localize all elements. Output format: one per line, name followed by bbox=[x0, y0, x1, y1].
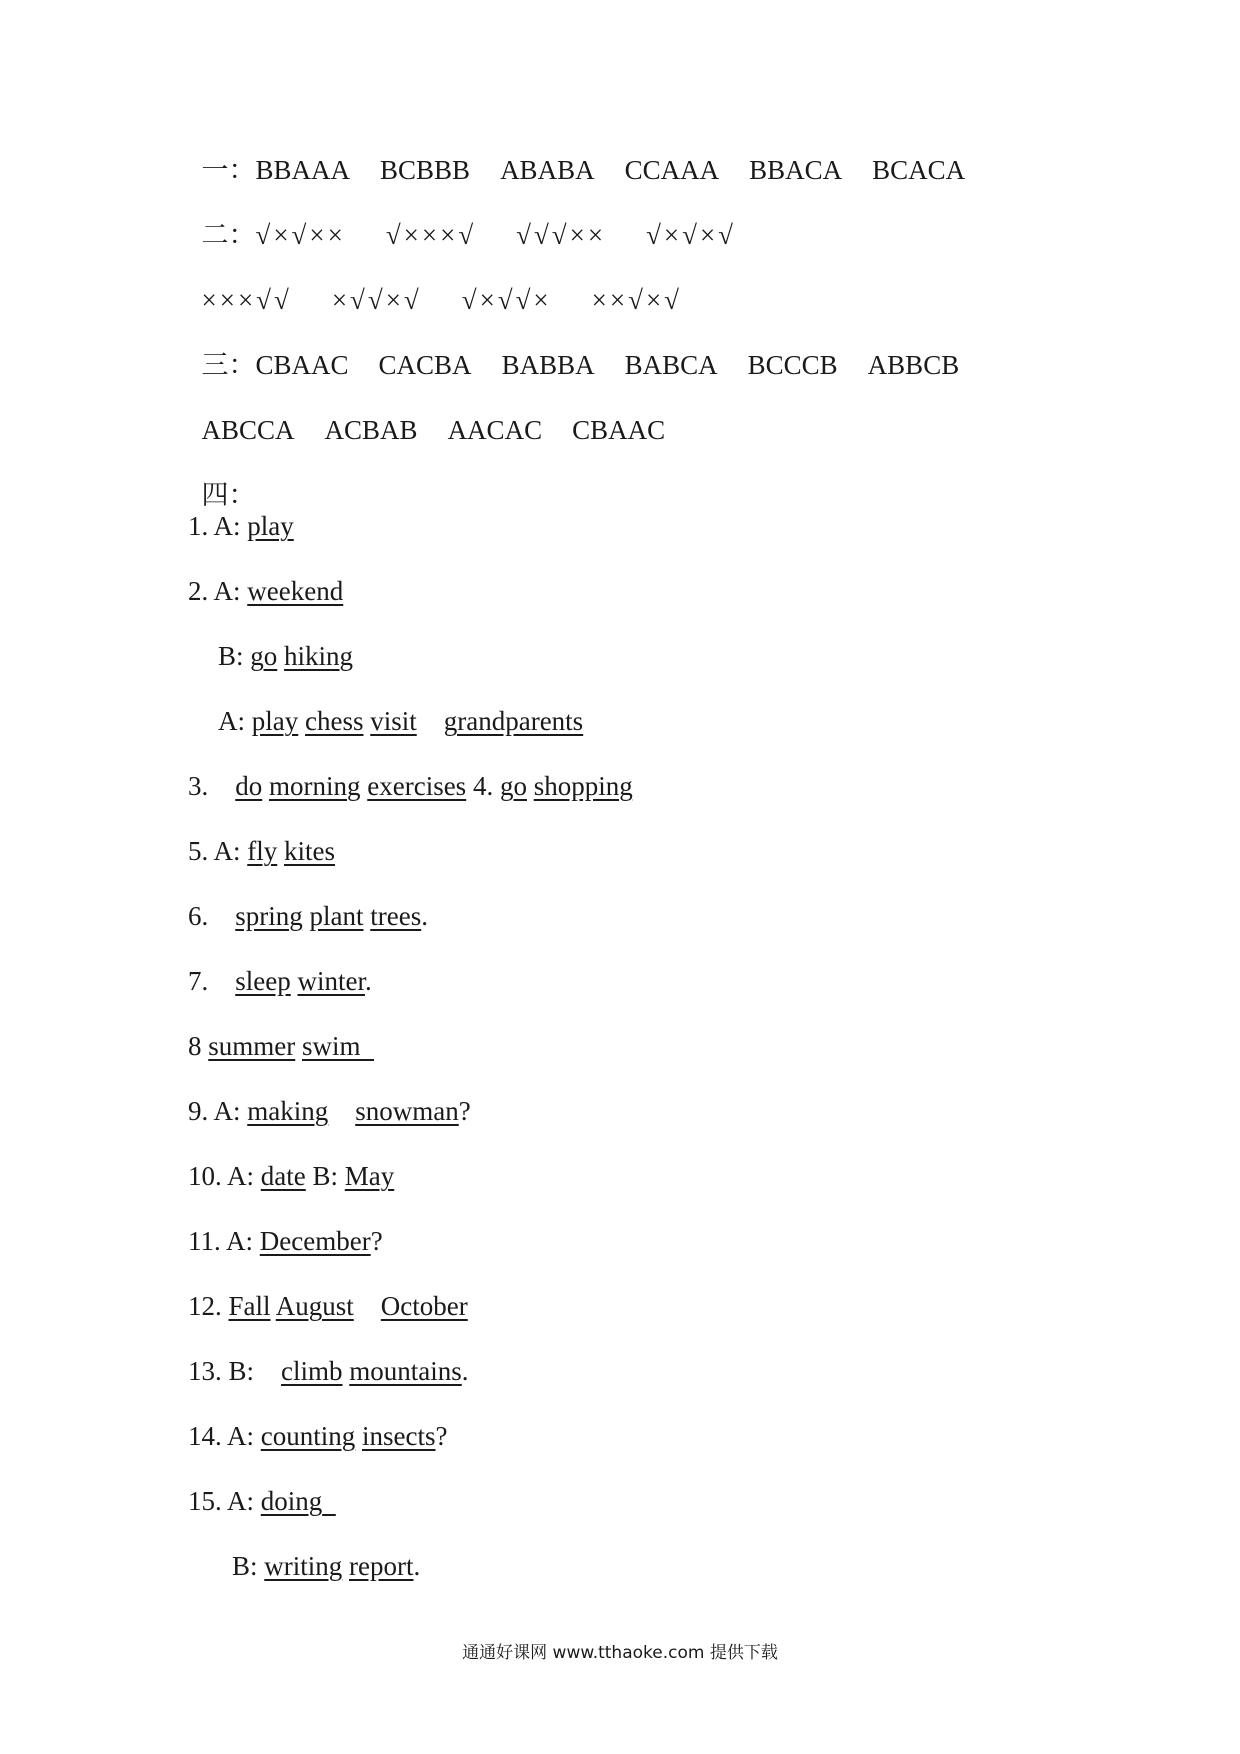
answer-word: Fall bbox=[228, 1291, 271, 1321]
answer-line-15b: B: writing report. bbox=[232, 1551, 421, 1581]
answers-section-3-row-1 bbox=[188, 314, 959, 382]
answer-line-6: 6. spring plant trees. bbox=[188, 901, 428, 931]
answer-group: CBAAC bbox=[255, 350, 349, 380]
answer-group: ABABA bbox=[500, 155, 595, 185]
section-label: 二： bbox=[201, 220, 256, 250]
answer-word: shopping bbox=[533, 771, 633, 801]
answer-word: summer bbox=[208, 1031, 296, 1061]
answers-section-2-row-2 bbox=[188, 249, 682, 317]
answer-group: BCACA bbox=[872, 155, 966, 185]
answer-line-5: 5. A: fly kites bbox=[188, 836, 336, 866]
answer-group: ACBAB bbox=[324, 415, 418, 445]
answer-word: go bbox=[250, 641, 278, 671]
answer-word: August bbox=[275, 1291, 354, 1321]
answer-line-8: 8 summer swim bbox=[188, 1031, 361, 1061]
answer-word: fly bbox=[247, 836, 278, 866]
answer-line-2: 2. A: weekend bbox=[188, 576, 344, 606]
answer-group: BBAAA bbox=[255, 155, 351, 185]
answer-line-10: 10. A: date B: May bbox=[188, 1161, 395, 1191]
answer-word: kites bbox=[284, 836, 336, 866]
answer-group: √×√×√ bbox=[646, 220, 736, 250]
answer-word: grandparents bbox=[443, 706, 584, 736]
answer-word: hiking bbox=[284, 641, 354, 671]
section-label: 一： bbox=[201, 155, 256, 185]
answer-word: chess bbox=[305, 706, 364, 736]
section-label: 三： bbox=[201, 350, 256, 380]
answer-group: √√√×× bbox=[516, 220, 607, 250]
answers-section-1 bbox=[188, 119, 965, 187]
answer-word: spring bbox=[235, 901, 303, 931]
answer-line-1: 1. A: play bbox=[188, 511, 294, 541]
answer-word: doing bbox=[260, 1486, 323, 1516]
answer-word: winter bbox=[297, 966, 365, 996]
answers-section-2-row-1 bbox=[188, 184, 736, 252]
section-4-label bbox=[188, 444, 256, 512]
answer-word: report bbox=[349, 1551, 414, 1581]
answer-word: sleep bbox=[235, 966, 291, 996]
answer-group: ×√√×√ bbox=[331, 285, 422, 315]
answer-word: making bbox=[247, 1096, 329, 1126]
section-label: 四： bbox=[201, 480, 256, 510]
answer-group: √×√√× bbox=[461, 285, 552, 315]
answer-word: plant bbox=[309, 901, 364, 931]
answer-word: exercises bbox=[367, 771, 467, 801]
answer-word: counting bbox=[260, 1421, 356, 1451]
answer-group: BCBBB bbox=[380, 155, 471, 185]
answers-section-3-row-2 bbox=[188, 379, 665, 447]
answer-word: climb bbox=[281, 1356, 343, 1386]
answer-line-12: 12. Fall August October bbox=[188, 1291, 468, 1321]
answer-line-14: 14. A: counting insects? bbox=[188, 1421, 448, 1451]
answer-word: visit bbox=[370, 706, 417, 736]
answer-line-15: 15. A: doing bbox=[188, 1486, 323, 1516]
answer-word: writing bbox=[264, 1551, 343, 1581]
answer-group: BBACA bbox=[749, 155, 843, 185]
answer-group: ABBCB bbox=[867, 350, 960, 380]
answer-line-13: 13. B: climb mountains. bbox=[188, 1356, 469, 1386]
answer-group: ABCCA bbox=[201, 415, 295, 445]
answer-line-2c: A: play chess visit grandparents bbox=[218, 706, 584, 736]
answer-word: trees bbox=[370, 901, 422, 931]
answer-word: insects bbox=[362, 1421, 436, 1451]
answer-word: May bbox=[344, 1161, 395, 1191]
footer-text: 通通好课网 www.tthaoke.com 提供下载 bbox=[462, 1643, 778, 1663]
answer-group: BABCA bbox=[624, 350, 718, 380]
answer-word: play bbox=[251, 706, 299, 736]
answer-group: BABBA bbox=[501, 350, 595, 380]
answer-word: snowman bbox=[355, 1096, 459, 1126]
answer-line-7: 7. sleep winter. bbox=[188, 966, 372, 996]
answer-word: mountains bbox=[349, 1356, 462, 1386]
answer-word: play bbox=[247, 511, 294, 541]
answer-group: √×××√ bbox=[385, 220, 477, 250]
answer-word: go bbox=[499, 771, 527, 801]
answer-word: October bbox=[380, 1291, 468, 1321]
answer-group: CBAAC bbox=[572, 415, 666, 445]
answer-word: December bbox=[259, 1226, 371, 1256]
answer-line-3-4: 3. do morning exercises 4. go shopping bbox=[188, 771, 633, 801]
answer-line-2b: B: go hiking bbox=[218, 641, 354, 671]
answer-word: morning bbox=[269, 771, 361, 801]
answer-line-9: 9. A: making snowman? bbox=[188, 1096, 471, 1126]
answer-group: CACBA bbox=[378, 350, 472, 380]
answer-word: date bbox=[260, 1161, 306, 1191]
answer-group: CCAAA bbox=[624, 155, 720, 185]
answer-word: swim bbox=[302, 1031, 361, 1061]
answer-group: BCCCB bbox=[747, 350, 838, 380]
answer-group: ×××√√ bbox=[201, 285, 292, 315]
answer-word: weekend bbox=[247, 576, 344, 606]
answer-group: √×√×× bbox=[255, 220, 346, 250]
answer-group: AACAC bbox=[447, 415, 543, 445]
answer-word: do bbox=[235, 771, 263, 801]
answer-group: ××√×√ bbox=[591, 285, 682, 315]
answer-line-11: 11. A: December? bbox=[188, 1226, 383, 1256]
